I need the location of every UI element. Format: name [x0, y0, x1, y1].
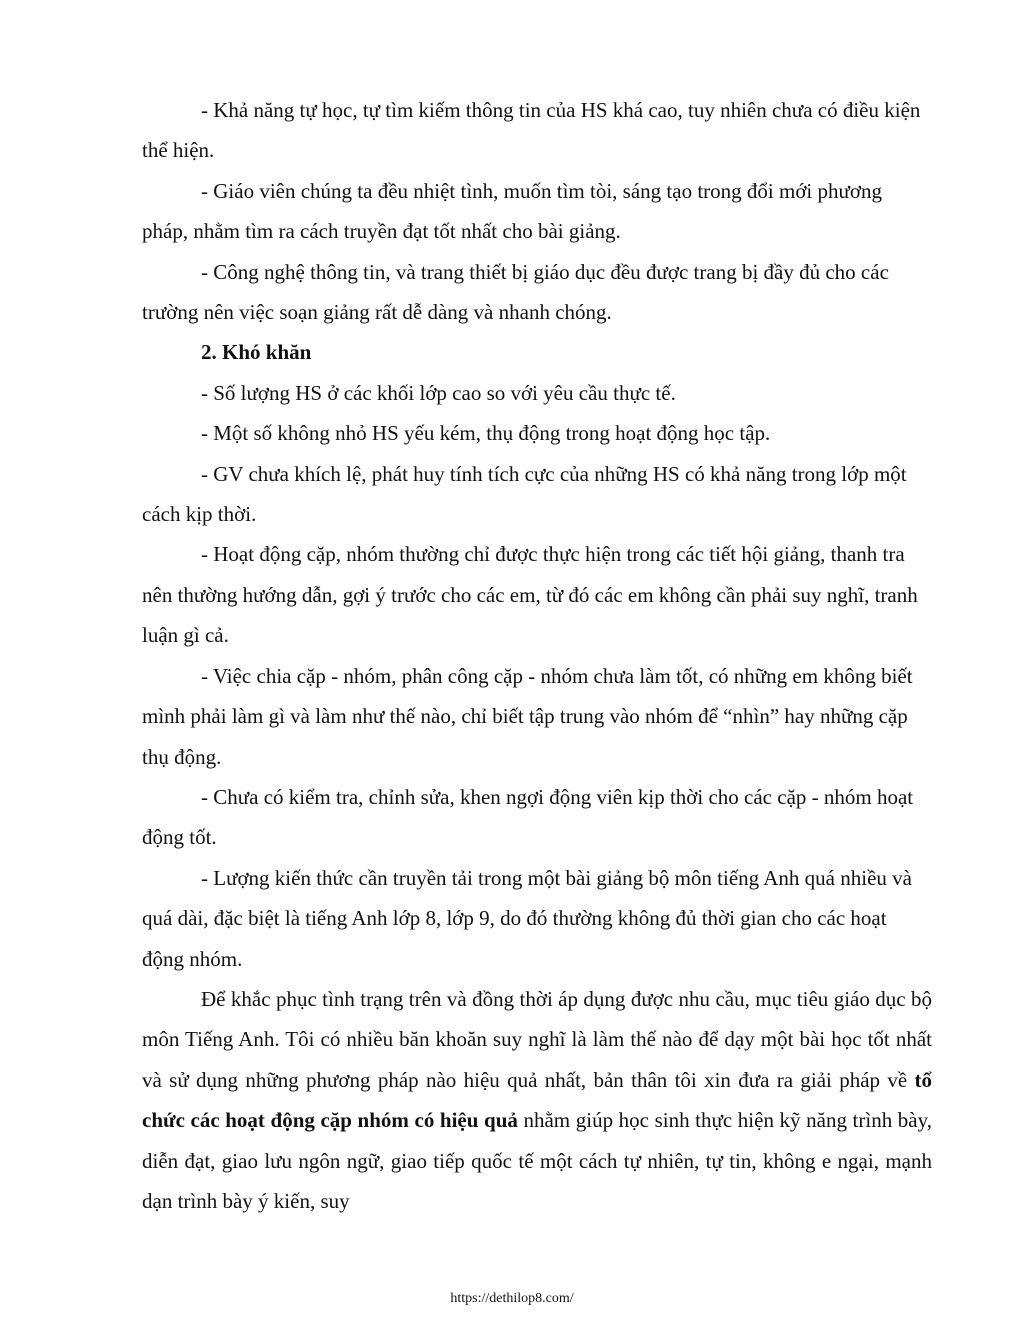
paragraph-teachers: - Giáo viên chúng ta đều nhiệt tình, muốn tìm tòi, sáng tạo trong đổi mới phương pháp, nhằm tìm ra cách truyền đạt tốt nhất cho bài giảng. [142, 178, 883, 244]
section-heading-difficulties: 2. Khó khăn [201, 340, 312, 365]
difficulty-item: - Một số không nhỏ HS yếu kém, thụ động trong hoạt động học tập. [201, 421, 771, 446]
solution-emphasis: tổ chức các hoạt động cặp nhóm có hiệu quả [142, 1067, 932, 1133]
document-body [142, 90, 932, 1221]
paragraph-solution [142, 979, 932, 1221]
difficulty-item: - Số lượng HS ở các khối lớp cao so với yêu cầu thực tế. [201, 380, 676, 405]
page-footer-url: https://dethilop8.com/ [450, 1291, 574, 1306]
paragraph-self-study: - Khả năng tự học, tự tìm kiếm thông tin của HS khá cao, tuy nhiên chưa có điều kiện thể hiện. [142, 98, 921, 163]
difficulty-item: - Chưa có kiểm tra, chỉnh sửa, khen ngợi động viên kịp thời cho các cặp - nhóm hoạt động tốt. [142, 784, 914, 850]
difficulty-item: - Hoạt động cặp, nhóm thường chỉ được thực hiện trong các tiết hội giảng, thanh tra nên thường hướng dẫn, gợi ý trước cho các em, từ đó các em không cần phải suy nghĩ, tranh luận gì cả. [142, 542, 918, 648]
solution-text-end: nhằm giúp học sinh thực hiện kỹ năng trình bày, diễn đạt, giao lưu ngôn ngữ, giao tiếp quốc tế một cách tự nhiên, tự tin, không e ngại, mạnh dạn trình bày ý kiến, suy [142, 1108, 933, 1213]
difficulty-item: - Việc chia cặp - nhóm, phân công cặp - nhóm chưa làm tốt, có những em không biết mình phải làm gì và làm như thế nào, chỉ biết tập trung vào nhóm để “nhìn” hay những cặp thụ động. [142, 663, 913, 769]
paragraph-technology: - Công nghệ thông tin, và trang thiết bị giáo dục đều được trang bị đầy đủ cho các trường nên việc soạn giảng rất dễ dàng và nhanh chóng. [142, 259, 889, 325]
difficulty-item: - Lượng kiến thức cần truyền tải trong một bài giảng bộ môn tiếng Anh quá nhiều và quá dài, đặc biệt là tiếng Anh lớp 8, lớp 9, do đó thường không đủ thời gian cho các hoạt động nhóm. [142, 865, 912, 971]
difficulty-item: - GV chưa khích lệ, phát huy tính tích cực của những HS có khả năng trong lớp một cách kịp thời. [142, 461, 907, 527]
solution-text-start: Để khắc phục tình trạng trên và đồng thời áp dụng được nhu cầu, mục tiêu giáo dục bộ môn Tiếng Anh. Tôi có nhiều băn khoăn suy nghĩ là làm thế nào để dạy một bài học tốt nhất và sử dụng những phương pháp nào hiệu quả nhất, bản thân tôi xin đưa ra giải pháp về [142, 986, 932, 1092]
